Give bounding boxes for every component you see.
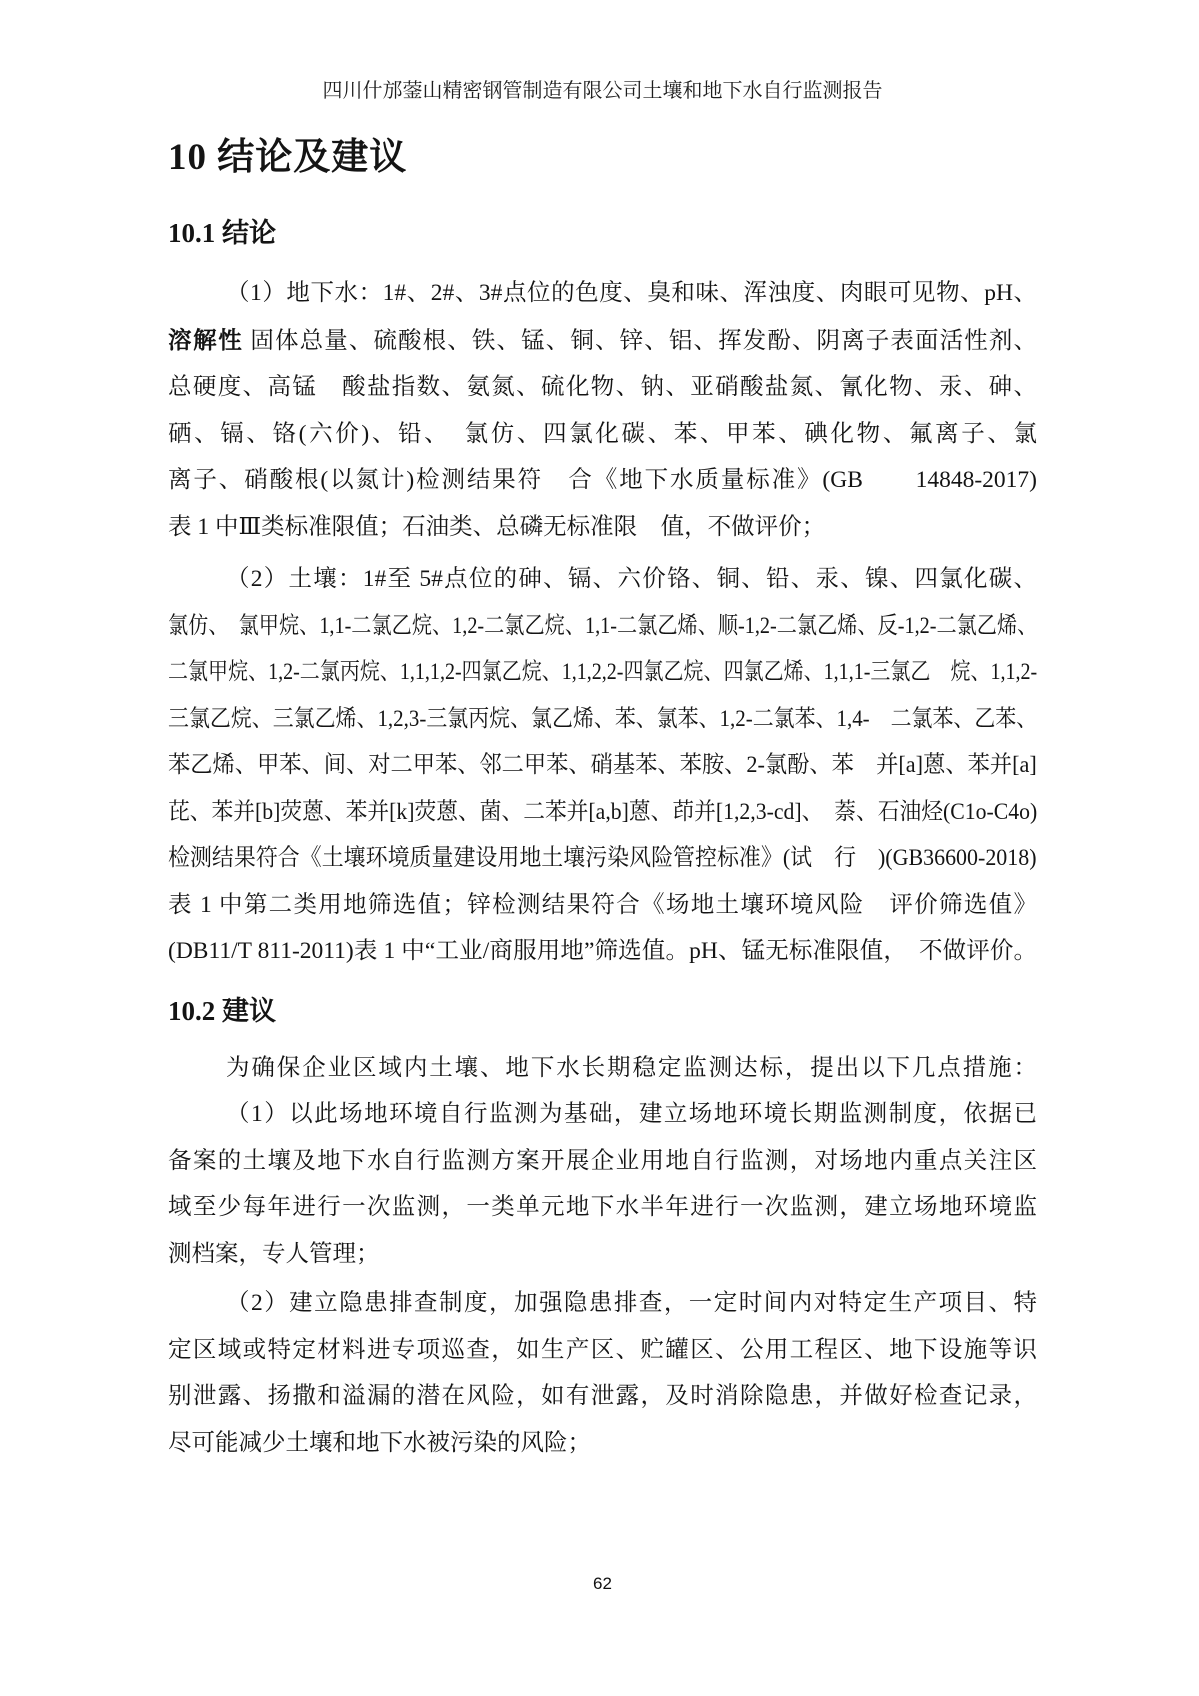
text-run: （2）土壤：1#至 5#点位的砷、镉、六价铬、铜、铅、汞、镍、四氯化碳、 bbox=[226, 566, 1037, 592]
text-line bbox=[168, 882, 1037, 929]
section-heading-conclusion: 10.1 结论 bbox=[168, 218, 276, 248]
paragraph-soil-conclusion bbox=[168, 556, 1037, 975]
text-run: 总硬度、高锰 酸盐指数、氨氮、硫化物、钠、亚硝酸盐氮、氰化物、汞、砷、 bbox=[168, 374, 1037, 400]
text-run: 氯仿、 氯甲烷、1,1-二氯乙烷、1,2-二氯乙烷、1,1-二氯乙烯、顺-1,2-二氯乙烯、反-1,2-二氯乙烯、 bbox=[168, 612, 1038, 639]
text-run: （1）以此场地环境自行监测为基础，建立场地环境长期监测制度，依据已 bbox=[226, 1101, 1037, 1127]
text-line bbox=[168, 742, 1037, 789]
text-run: 表 1 中Ⅲ类标准限值；石油类、总磷无标准限 值，不做评价； bbox=[168, 513, 826, 540]
text-line bbox=[168, 835, 1037, 882]
text-run: 离子、硝酸根(以氮计)检测结果符 合《地下水质量标准》(GB 14848-2017) bbox=[168, 467, 1037, 493]
text-run: 固体总量、硫酸根、铁、锰、铜、锌、铝、挥发酚、阴离子表面活性剂、 bbox=[243, 327, 1038, 354]
text-run: 苯乙烯、甲苯、间、对二甲苯、邻二甲苯、硝基苯、苯胺、2-氯酚、苯 并[a]蒽、苯并[a] bbox=[168, 752, 1037, 778]
paragraph-measure-1 bbox=[168, 1091, 1037, 1277]
text-run: 表 1 中第二类用地筛选值；锌检测结果符合《场地土壤环境风险 评价筛选值》 bbox=[168, 891, 1037, 918]
text-line bbox=[168, 1184, 1037, 1231]
text-line bbox=[168, 603, 1038, 650]
paragraph-recommendation-intro bbox=[168, 1045, 1037, 1092]
text-run: （2）建立隐患排查制度，加强隐患排查，一定时间内对特定生产项目、特 bbox=[226, 1290, 1037, 1316]
text-run: 别泄露、扬撒和溢漏的潜在风险，如有泄露，及时消除隐患，并做好检查记录， bbox=[168, 1383, 1037, 1409]
text-line bbox=[168, 789, 1038, 836]
text-run: 芘、苯并[b]荧蒽、苯并[k]荧蒽、菌、二苯并[a,b]蒽、茚并[1,2,3-cd]、 萘、石油烃(C1o-C4o) bbox=[168, 798, 1038, 825]
text-run: 域至少每年进行一次监测，一类单元地下水半年进行一次监测，建立场地环境监 bbox=[168, 1194, 1037, 1220]
text-line bbox=[168, 504, 1037, 551]
chapter-title: 10 结论及建议 bbox=[168, 137, 408, 178]
section-heading-recommendation: 10.2 建议 bbox=[168, 995, 276, 1026]
text-run: 测档案，专人管理； bbox=[168, 1240, 380, 1267]
page-number: 62 bbox=[593, 1574, 612, 1593]
text-run: 硒、镉、铬(六价)、铅、 氯仿、四氯化碳、苯、甲苯、碘化物、氟离子、氯 bbox=[168, 420, 1037, 447]
text-line bbox=[168, 411, 1037, 458]
text-line bbox=[168, 696, 1038, 743]
text-run: 检测结果符合《土壤环境质量建设用地土壤污染风险管控标准》(试 行 )(GB36600-2018) bbox=[168, 845, 1037, 871]
text-run: 尽可能减少土壤和地下水被污染的风险； bbox=[168, 1429, 591, 1456]
text-line bbox=[168, 317, 1037, 365]
text-line bbox=[168, 1091, 1037, 1138]
text-run: 定区域或特定材料进专项巡查，如生产区、贮罐区、公用工程区、地下设施等识 bbox=[168, 1336, 1037, 1363]
text-run: (DB11/T 811-2011)表 1 中“工业/商服用地”筛选值。pH、锰无标准限值， 不做评价。 bbox=[168, 938, 1037, 964]
paragraph-groundwater-conclusion bbox=[168, 270, 1037, 550]
paragraph-measure-2 bbox=[168, 1280, 1037, 1466]
text-line bbox=[168, 1327, 1037, 1374]
text-line bbox=[168, 1280, 1037, 1327]
text-line bbox=[168, 457, 1037, 504]
text-line bbox=[168, 1231, 1037, 1278]
text-run: （1）地下水：1#、2#、3#点位的色度、臭和味、浑浊度、肉眼可见物、pH、 bbox=[226, 280, 1037, 306]
content-area bbox=[168, 134, 1037, 1466]
page-header-title: 四川什邡蓥山精密钢管制造有限公司土壤和地下水自行监测报告 bbox=[322, 80, 883, 102]
text-line bbox=[168, 649, 1038, 696]
text-line bbox=[168, 364, 1037, 411]
text-line bbox=[168, 1420, 1037, 1467]
text-run: 备案的土壤及地下水自行监测方案开展企业用地自行监测，对场地内重点关注区 bbox=[168, 1147, 1037, 1174]
text-line bbox=[168, 1138, 1037, 1185]
text-run: 二氯甲烷、1,2-二氯丙烷、1,1,1,2-四氯乙烷、1,1,2,2-四氯乙烷、四氯乙烯、1,1,1-三氯乙 烷、1,1,2- bbox=[168, 659, 1038, 685]
text-run: 三氯乙烷、三氯乙烯、1,2,3-三氯丙烷、氯乙烯、苯、氯苯、1,2-二氯苯、1,4- 二氯苯、乙苯、 bbox=[168, 705, 1038, 732]
emphasized-text: 溶解性 bbox=[168, 326, 244, 353]
text-line bbox=[168, 270, 1037, 317]
text-line bbox=[168, 1373, 1037, 1420]
text-line bbox=[168, 556, 1037, 603]
text-line bbox=[168, 1045, 1037, 1092]
text-line bbox=[168, 928, 1037, 975]
text-run: 为确保企业区域内土壤、地下水长期稳定监测达标，提出以下几点措施： bbox=[226, 1054, 1037, 1081]
